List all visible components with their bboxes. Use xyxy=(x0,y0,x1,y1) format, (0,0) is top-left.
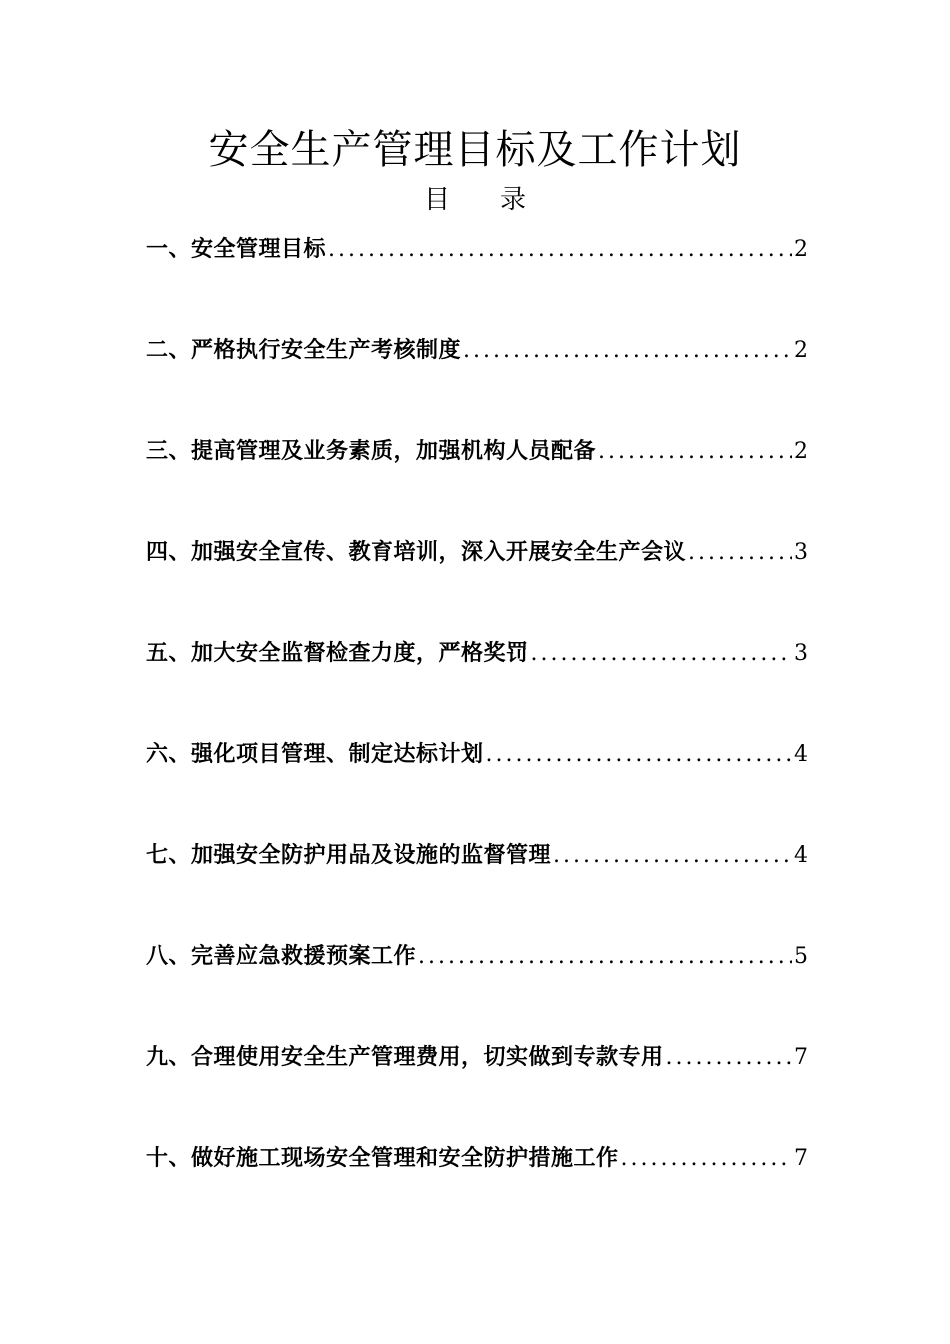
toc-entry-page: 3 xyxy=(794,540,808,565)
toc-dot-leader xyxy=(463,329,792,373)
toc-entry-page: 7 xyxy=(794,1146,808,1171)
toc-entry[interactable] xyxy=(146,1137,808,1238)
toc-entry[interactable] xyxy=(146,531,808,632)
toc-entry-page: 3 xyxy=(794,641,808,666)
toc-entry[interactable] xyxy=(146,228,808,329)
toc-entry-label: 八、完善应急救援预案工作 xyxy=(146,944,417,969)
toc-dot-leader xyxy=(418,935,792,979)
toc-entry-label: 四、加强安全宣传、教育培训，深入开展安全生产会议 xyxy=(146,540,687,565)
toc-entry-label: 一、安全管理目标 xyxy=(146,237,327,262)
toc-heading: 目录 xyxy=(423,185,576,215)
document-title: 安全生产管理目标及工作计划 xyxy=(208,127,742,173)
toc-dot-leader xyxy=(666,1036,792,1080)
toc-entry[interactable] xyxy=(146,834,808,935)
toc-dot-leader xyxy=(553,834,792,878)
toc-entry[interactable] xyxy=(146,935,808,1036)
toc-entry[interactable] xyxy=(146,1036,808,1137)
toc-entry-page: 4 xyxy=(794,742,808,767)
toc-entry-page: 2 xyxy=(794,439,808,464)
toc-entry-page: 2 xyxy=(794,237,808,262)
toc-entry[interactable] xyxy=(146,733,808,834)
toc-entry[interactable] xyxy=(146,329,808,430)
toc-dot-leader xyxy=(598,430,792,474)
toc-entry-label: 九、合理使用安全生产管理费用，切实做到专款专用 xyxy=(146,1045,664,1070)
toc-entry-page: 7 xyxy=(794,1045,808,1070)
table-of-contents xyxy=(146,228,808,1238)
toc-dot-leader xyxy=(328,228,792,272)
toc-entry[interactable] xyxy=(146,632,808,733)
toc-entry-label: 七、加强安全防护用品及设施的监督管理 xyxy=(146,843,552,868)
toc-entry-page: 5 xyxy=(794,944,808,969)
toc-dot-leader xyxy=(531,632,792,676)
toc-entry-label: 十、做好施工现场安全管理和安全防护措施工作 xyxy=(146,1146,619,1171)
toc-dot-leader xyxy=(621,1137,792,1181)
toc-entry[interactable] xyxy=(146,430,808,531)
toc-entry-label: 五、加大安全监督检查力度，严格奖罚 xyxy=(146,641,529,666)
toc-entry-label: 二、严格执行安全生产考核制度 xyxy=(146,338,462,363)
toc-entry-label: 三、提高管理及业务素质，加强机构人员配备 xyxy=(146,439,597,464)
toc-entry-page: 4 xyxy=(794,843,808,868)
toc-entry-label: 六、强化项目管理、制定达标计划 xyxy=(146,742,484,767)
toc-dot-leader xyxy=(486,733,792,777)
toc-dot-leader xyxy=(688,531,792,575)
toc-entry-page: 2 xyxy=(794,338,808,363)
